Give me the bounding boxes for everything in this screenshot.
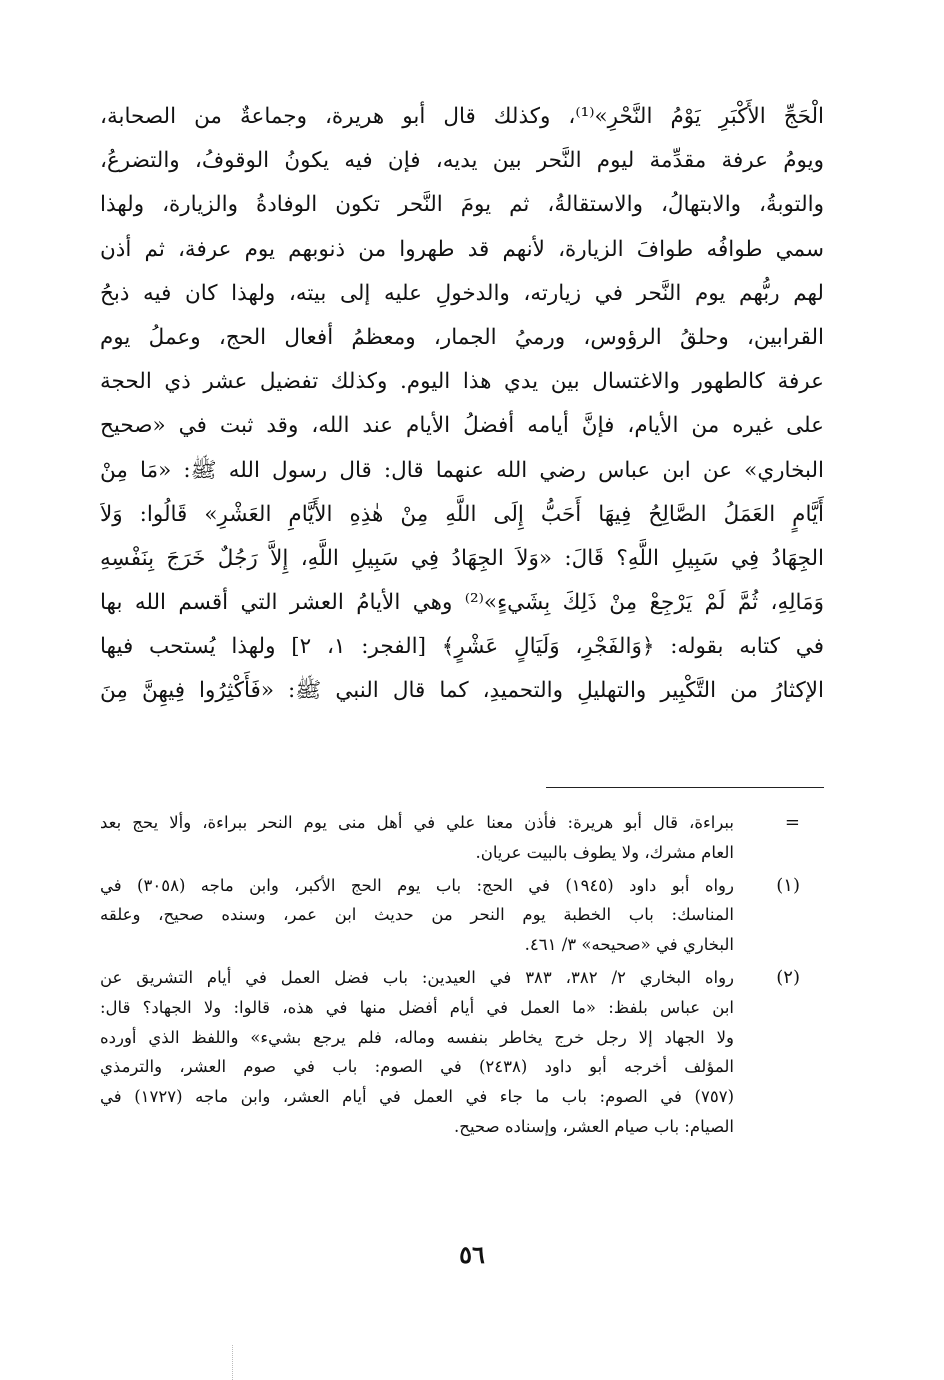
main-text-line: عرفة كالطهور والاغتسال بين يدي هذا اليوم. وكذلك تفضيل عشر ذي الحجة [100,369,824,395]
page-fold-mark [232,1345,233,1380]
footnote-continuation [100,808,800,868]
footnote-line: البخاري في «صحيحه» ٣/ ٤٦١. [524,935,734,955]
footnote-body [100,808,734,868]
main-text-line: أَيَّامٍ العَمَلُ الصَّالِحُ فِيهَا أَحَبُّ إِلَى اللَّهِ مِنْ هٰذِهِ الأَيَّامِ العَشْرِ» قَالُوا: وَلاَ [100,501,824,527]
footnote-marker: (٢) [776,966,800,988]
footnote-body [100,871,734,960]
footnote-line: رواه أبو داود (١٩٤٥) في الحج: باب يوم الحج الأكبر، وابن ماجه (٣٠٥٨) في [100,875,734,895]
main-text-line: الجِهَادُ فِي سَبِيلِ اللَّهِ؟ قَالَ: «وَلاَ الجِهَادُ فِي سَبِيلِ اللَّهِ، إِلاَّ رَجُلٌ خَرَجَ بِنَفْسِهِ [100,545,824,571]
main-text-line: الإكثارُ من التَّكْبِير والتهليلِ والتحميدِ، كما قال النبي ﷺ: «فَأَكْثِرُوا فِيهِنَّ مِنَ [100,678,824,704]
footnote-line: العام مشرك، ولا يطوف بالبيت عريان. [475,842,734,862]
main-text-line: البخاري» عن ابن عباس رضي الله عنهما قال: قال رسول الله ﷺ: «مَا مِنْ [100,457,824,483]
footnote-marker: (١) [776,874,800,896]
main-text-line: في كتابه بقوله: ﴿وَالفَجْرِ، وَلَيَالٍ عَشْرٍ﴾ [الفجر: ١، ٢] ولهذا يُستحب فيها [100,634,824,660]
footnote-1 [100,871,800,960]
footnote-marker: = [784,812,800,833]
footnote-line: المناسك: باب الخطبة يوم النحر من حديث ابن عمر، وسنده صحيح، وعلقه [100,905,734,925]
footnote-line: رواه البخاري ٢/ ٣٨٢، ٣٨٣ في العيدين: باب فضل العمل في أيام التشريق عن [100,967,734,987]
main-text-line: وَمَالِهِ، ثُمَّ لَمْ يَرْجِعْ مِنْ ذَلِكَ بِشَيءٍ»⁽²⁾ وهي الأيامُ العشر التي أقسم الله بها [100,590,824,616]
footnote-2 [100,963,800,1142]
main-text-block [100,95,824,714]
footnote-separator [546,787,824,788]
footnote-line: المؤلف أخرجه أبو داود (٢٤٣٨) في الصوم: باب في صوم العشر، والترمذي [100,1057,734,1077]
main-text-line: القرابين، وحلقُ الرؤوس، ورميُ الجمار، ومعظمُ أفعال الحج، وعملُ يوم [100,324,824,350]
footnote-line: ابن عباس بلفظ: «ما العمل في أيام أفضل منها في هذه، قالوا: ولا الجهاد؟ قال: [100,997,734,1017]
main-text-line: ويومُ عرفة مقدِّمة ليوم النَّحر بين يديه، فإن فيه يكونُ الوقوفُ، والتضرعُ، [100,148,824,174]
main-text-line: الْحَجِّ الأَكْبَرِ يَوْمُ النَّحْرِ»⁽¹⁾، وكذلك قال أبو هريرة، وجماعةٌ من الصحابة، [100,104,824,129]
main-text-line: والتوبةُ، والابتهالُ، والاستقالةُ، ثم يومَ النَّحر تكون الوفادةُ والزيارة، ولهذا [100,192,824,218]
page-number: ٥٦ [459,1240,485,1269]
footnote-line: (٧٥٧) في الصوم: باب ما جاء في العمل في أيام العشر، وابن ماجه (١٧٢٧) في [100,1087,734,1107]
main-text-line: لهم ربُّهم يوم النَّحر في زيارته، والدخولِ عليه إلى بيته، ولهذا كان فيه ذبحُ [100,280,824,306]
main-text-line: سمي طوافُه طوافَ الزيارة، لأنهم قد طهروا من ذنوبهم يوم عرفة، ثم أذن [100,236,824,262]
footnote-line: ولا الجهاد إلا رجل خرج يخاطر بنفسه وماله، فلم يرجع بشيء» واللفظ الذي أورده [100,1027,734,1047]
footnote-line: الصيام: باب صيام العشر، وإسناده صحيح. [454,1116,734,1136]
footnotes-block [100,808,800,1145]
main-text-line: على غيره من الأيام، فإنَّ أيامه أفضلُ الأيام عند الله، وقد ثبت في «صحيح [100,413,824,439]
footnote-line: ببراءة، قال أبو هريرة: فأذن معنا علي في أهل منى يوم النحر ببراءة، وألا يحج بعد [100,813,734,832]
footnote-body [100,963,734,1142]
